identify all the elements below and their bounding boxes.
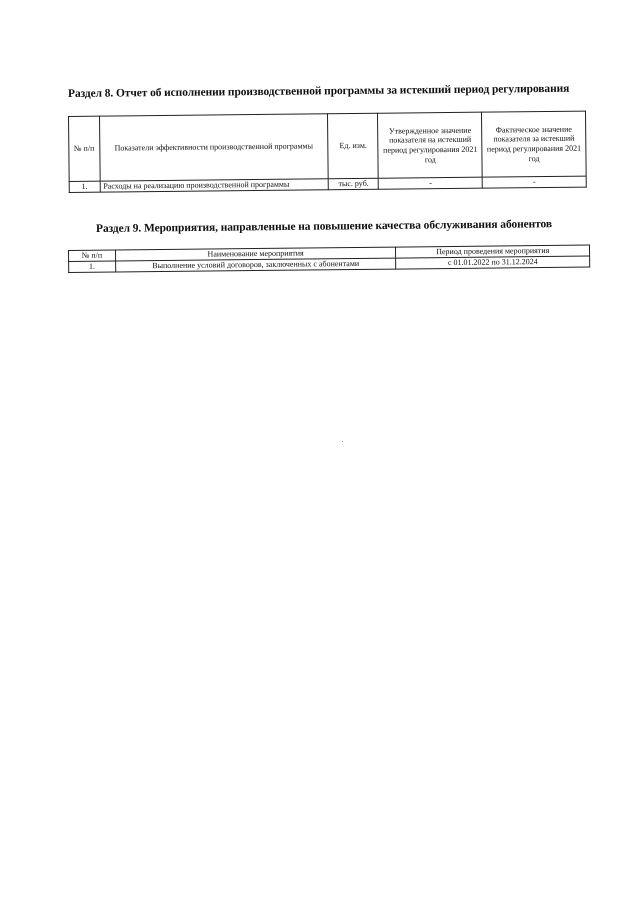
row-num: 1. [69, 181, 100, 192]
section-9-title: Раздел 9. Мероприятия, направленные на повышение качества обслуживания абонентов [95, 218, 553, 235]
header-planned-value: Утвержденное значение показателя на истекший период регулирования 2021 год [378, 112, 482, 178]
row-indicator: Расходы на реализацию производственной программы [100, 179, 329, 192]
row-actual-value: - [482, 176, 586, 188]
row-period: с 01.01.2022 по 31.12.2024 [396, 256, 590, 269]
scan-speck [342, 441, 343, 442]
header-indicator: Показатели эффективности производственной программы [99, 114, 328, 181]
row-unit: тыс. руб. [328, 178, 378, 189]
header-measure-name: Наименование мероприятия [115, 247, 396, 261]
production-program-report-table [68, 111, 587, 193]
section-8-title: Раздел 8. Отчет об исполнении производственной программы за истекший период регулирования [67, 82, 570, 100]
header-num: № п/п [69, 116, 100, 181]
header-period: Период проведения мероприятия [396, 245, 590, 258]
row-num: 1. [69, 261, 116, 272]
header-num: № п/п [69, 250, 116, 261]
header-actual-value: Фактическое значение показателя за истекший период регулирования 2021 год [482, 111, 586, 177]
row-planned-value: - [379, 177, 483, 189]
header-unit: Ед. изм. [328, 113, 379, 179]
table-header-row [69, 111, 587, 181]
row-measure-name: Выполнение условий договоров, заключенных с абонентами [115, 258, 396, 272]
service-quality-measures-table [68, 245, 590, 273]
